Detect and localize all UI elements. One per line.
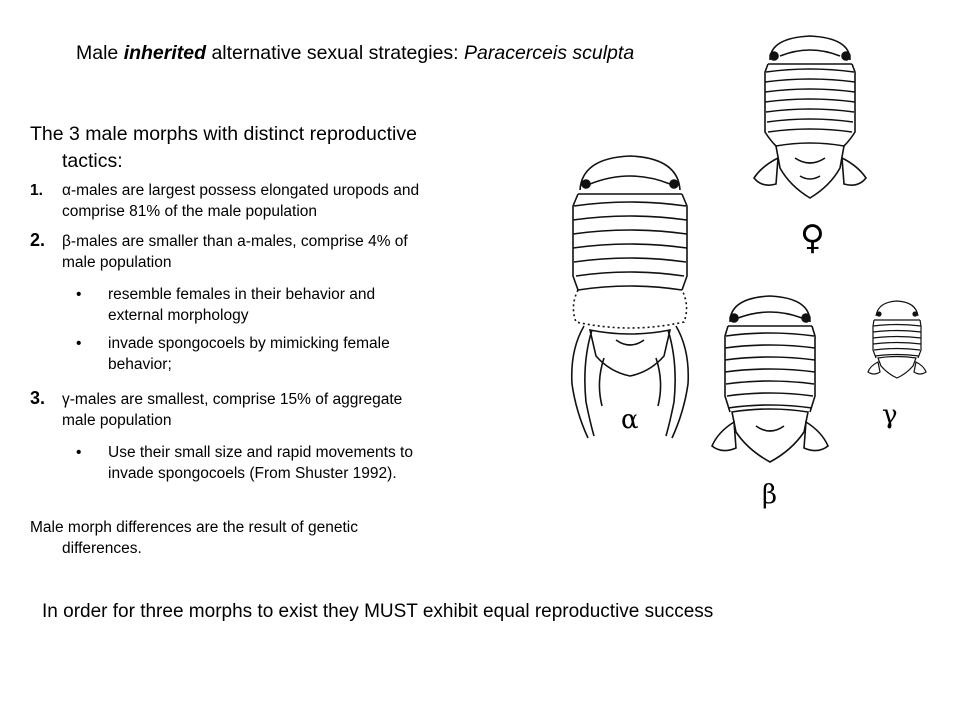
item-number: 3.	[30, 388, 46, 408]
female-isopod-drawing	[740, 8, 880, 218]
bullet-line2: behavior;	[108, 356, 172, 373]
alpha-label: α	[621, 405, 639, 435]
gamma-male-isopod-drawing	[862, 296, 932, 386]
bullet-line2: invade spongocoels (From Shuster 1992).	[108, 465, 397, 482]
bullet-dot: •	[76, 335, 82, 352]
item-number: 1.	[30, 182, 43, 199]
alpha-male-isopod-drawing	[560, 150, 710, 440]
item-line1: -males are largest possess elongated uropods and	[70, 182, 420, 199]
conclusion-line1: Male morph differences are the result of genetic	[30, 519, 358, 536]
alpha-symbol: α	[62, 182, 71, 199]
bullet-line1: invade spongocoels by mimicking female	[108, 335, 390, 352]
beta-male-isopod-drawing	[700, 282, 840, 482]
item-line1: -males are smaller than a-males, comprise 4% of	[70, 233, 408, 250]
title-part1: Male	[76, 42, 124, 64]
footer-statement: In order for three morphs to exist they MUST exhibit equal reproductive success	[42, 601, 714, 622]
bullet-dot: •	[76, 444, 82, 461]
gamma-symbol: γ	[62, 391, 70, 408]
conclusion-line2: differences.	[62, 540, 142, 557]
item-line1: -males are smallest, comprise 15% of aggregate	[69, 391, 403, 408]
female-symbol: ♀	[800, 218, 825, 258]
item-line2: male population	[62, 412, 172, 429]
title-part2: alternative sexual strategies:	[206, 42, 464, 64]
intro-line2: tactics:	[62, 150, 123, 172]
title-species: Paracerceis sculpta	[464, 42, 635, 64]
item-line2: comprise 81% of the male population	[62, 203, 318, 220]
title-emphasis: inherited	[123, 42, 207, 64]
bullet-line2: external morphology	[108, 307, 249, 324]
intro-line1: The 3 male morphs with distinct reproductive	[30, 123, 417, 145]
beta-symbol: β	[62, 233, 71, 250]
bullet-line1: Use their small size and rapid movements to	[108, 444, 413, 461]
bullet-line1: resemble females in their behavior and	[108, 286, 376, 303]
gamma-label: γ	[882, 400, 898, 430]
bullet-dot: •	[76, 286, 82, 303]
item-number: 2.	[30, 230, 46, 250]
item-line2: male population	[62, 254, 172, 271]
beta-label: β	[762, 480, 778, 510]
